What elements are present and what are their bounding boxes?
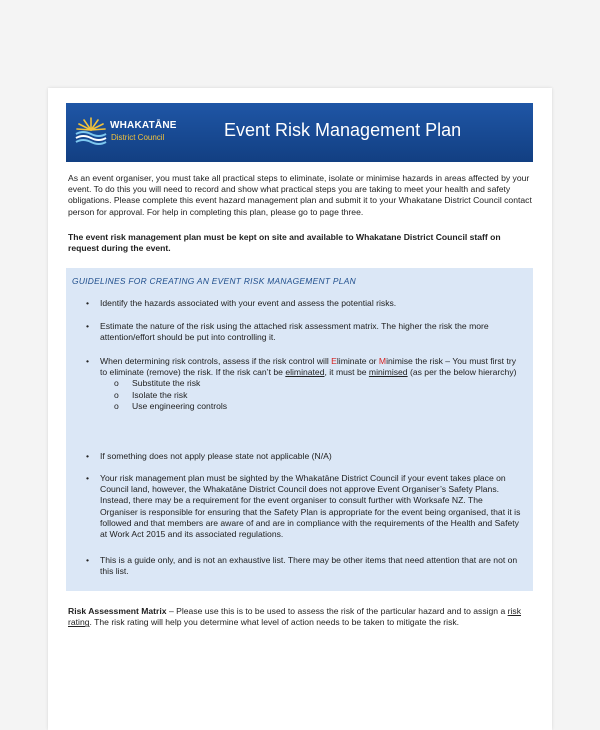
- hierarchy-item: [100, 390, 522, 401]
- risk-matrix-text: – Please use this is to be used to assess the risk of the particular hazard and to assign a: [166, 606, 508, 616]
- guideline-item-identify: Identify the hazards associated with your event and assess the potential risks.: [100, 298, 397, 308]
- guidelines-heading: GUIDELINES FOR CREATING AN EVENT RISK MANAGEMENT PLAN: [72, 276, 356, 286]
- bullet-icon: •: [86, 473, 90, 483]
- guideline-item-sighting: Your risk management plan must be sighted by the Whakatāne District Council if your event takes place on Council land, however, the Whakatāne District Council does not approve Event Organiser’s Safety Plans. Instead, there may be a requirement for the event organiser to consult further with Worksafe NZ. The Organiser is responsible for ensuring that the Safety Plan is appropriate for the event being organised, that it is followed and that members are aware of and are in compliance with the requirements of the Health and Safety at Work Act 2015 and its associated regulations.: [100, 473, 521, 540]
- hierarchy-text: Isolate the risk: [132, 389, 188, 400]
- bullet-icon: •: [86, 356, 90, 366]
- risk-matrix-text: . The risk rating will help you determine what level of action needs to be taken to mitigate the risk.: [89, 617, 460, 628]
- risk-matrix-label: Risk Assessment Matrix: [68, 606, 167, 616]
- hierarchy-item: [100, 401, 522, 412]
- eliminated-word: eliminated: [285, 367, 325, 378]
- bullet-icon: •: [86, 321, 90, 331]
- bullet-icon: •: [86, 555, 90, 565]
- risk-matrix-paragraph: [68, 606, 533, 628]
- controls-text: , it must be: [324, 367, 369, 378]
- guidelines-box: [66, 268, 533, 591]
- controls-text: inimise the risk – You must first try to eliminate (remove) the risk. If the risk can’t be: [100, 356, 516, 378]
- controls-text: (as per the below hierarchy): [407, 367, 517, 378]
- bullet-icon: •: [86, 451, 90, 461]
- logo-name: WHAKATĀNE: [110, 120, 177, 131]
- onsite-notice: The event risk management plan must be kept on site and available to Whakatane District Council staff on request during the event.: [68, 232, 501, 254]
- hierarchy-text: Use engineering controls: [132, 400, 228, 411]
- hierarchy-item: [100, 378, 522, 389]
- eliminate-letter: E: [331, 356, 337, 366]
- minimise-letter: M: [378, 356, 387, 366]
- council-logo: [74, 115, 214, 149]
- guideline-item-estimate: Estimate the nature of the risk using the attached risk assessment matrix. The higher the risk the more attention/effort should be put into controlling it.: [100, 321, 489, 343]
- logo-subtitle: District Council: [111, 133, 165, 142]
- hierarchy-text: Substitute the risk: [132, 378, 201, 389]
- controls-text: When determining risk controls, assess if the risk control will: [100, 356, 332, 366]
- guideline-item-na: If something does not apply please state not applicable (N/A): [100, 451, 332, 461]
- circle-bullet-icon: o: [114, 389, 119, 400]
- intro-paragraph: As an event organiser, you must take all practical steps to eliminate, isolate or minimise hazards in areas affected by your event. To do this you will need to record and show what practical steps you are taking to meet your health and safety obligations. Please complete this event hazard management plan and submit it to your Whakatane District Council contact person for approval. For help in completing this plan, please go to page three.: [68, 173, 532, 217]
- document-page: [48, 88, 552, 730]
- sun-waves-icon: [74, 115, 108, 147]
- circle-bullet-icon: o: [114, 378, 119, 389]
- circle-bullet-icon: o: [114, 400, 119, 411]
- page-title: Event Risk Management Plan: [224, 120, 462, 140]
- controls-text: liminate or: [336, 356, 379, 366]
- guideline-item-controls: [100, 356, 522, 412]
- guideline-item-guide-only: This is a guide only, and is not an exhaustive list. There may be other items that need attention that are not on this list.: [100, 555, 518, 577]
- bullet-icon: •: [86, 298, 90, 308]
- minimised-word: minimised: [368, 367, 408, 378]
- header-banner: [66, 103, 533, 162]
- risk-rating-link[interactable]: risk rating: [68, 606, 522, 628]
